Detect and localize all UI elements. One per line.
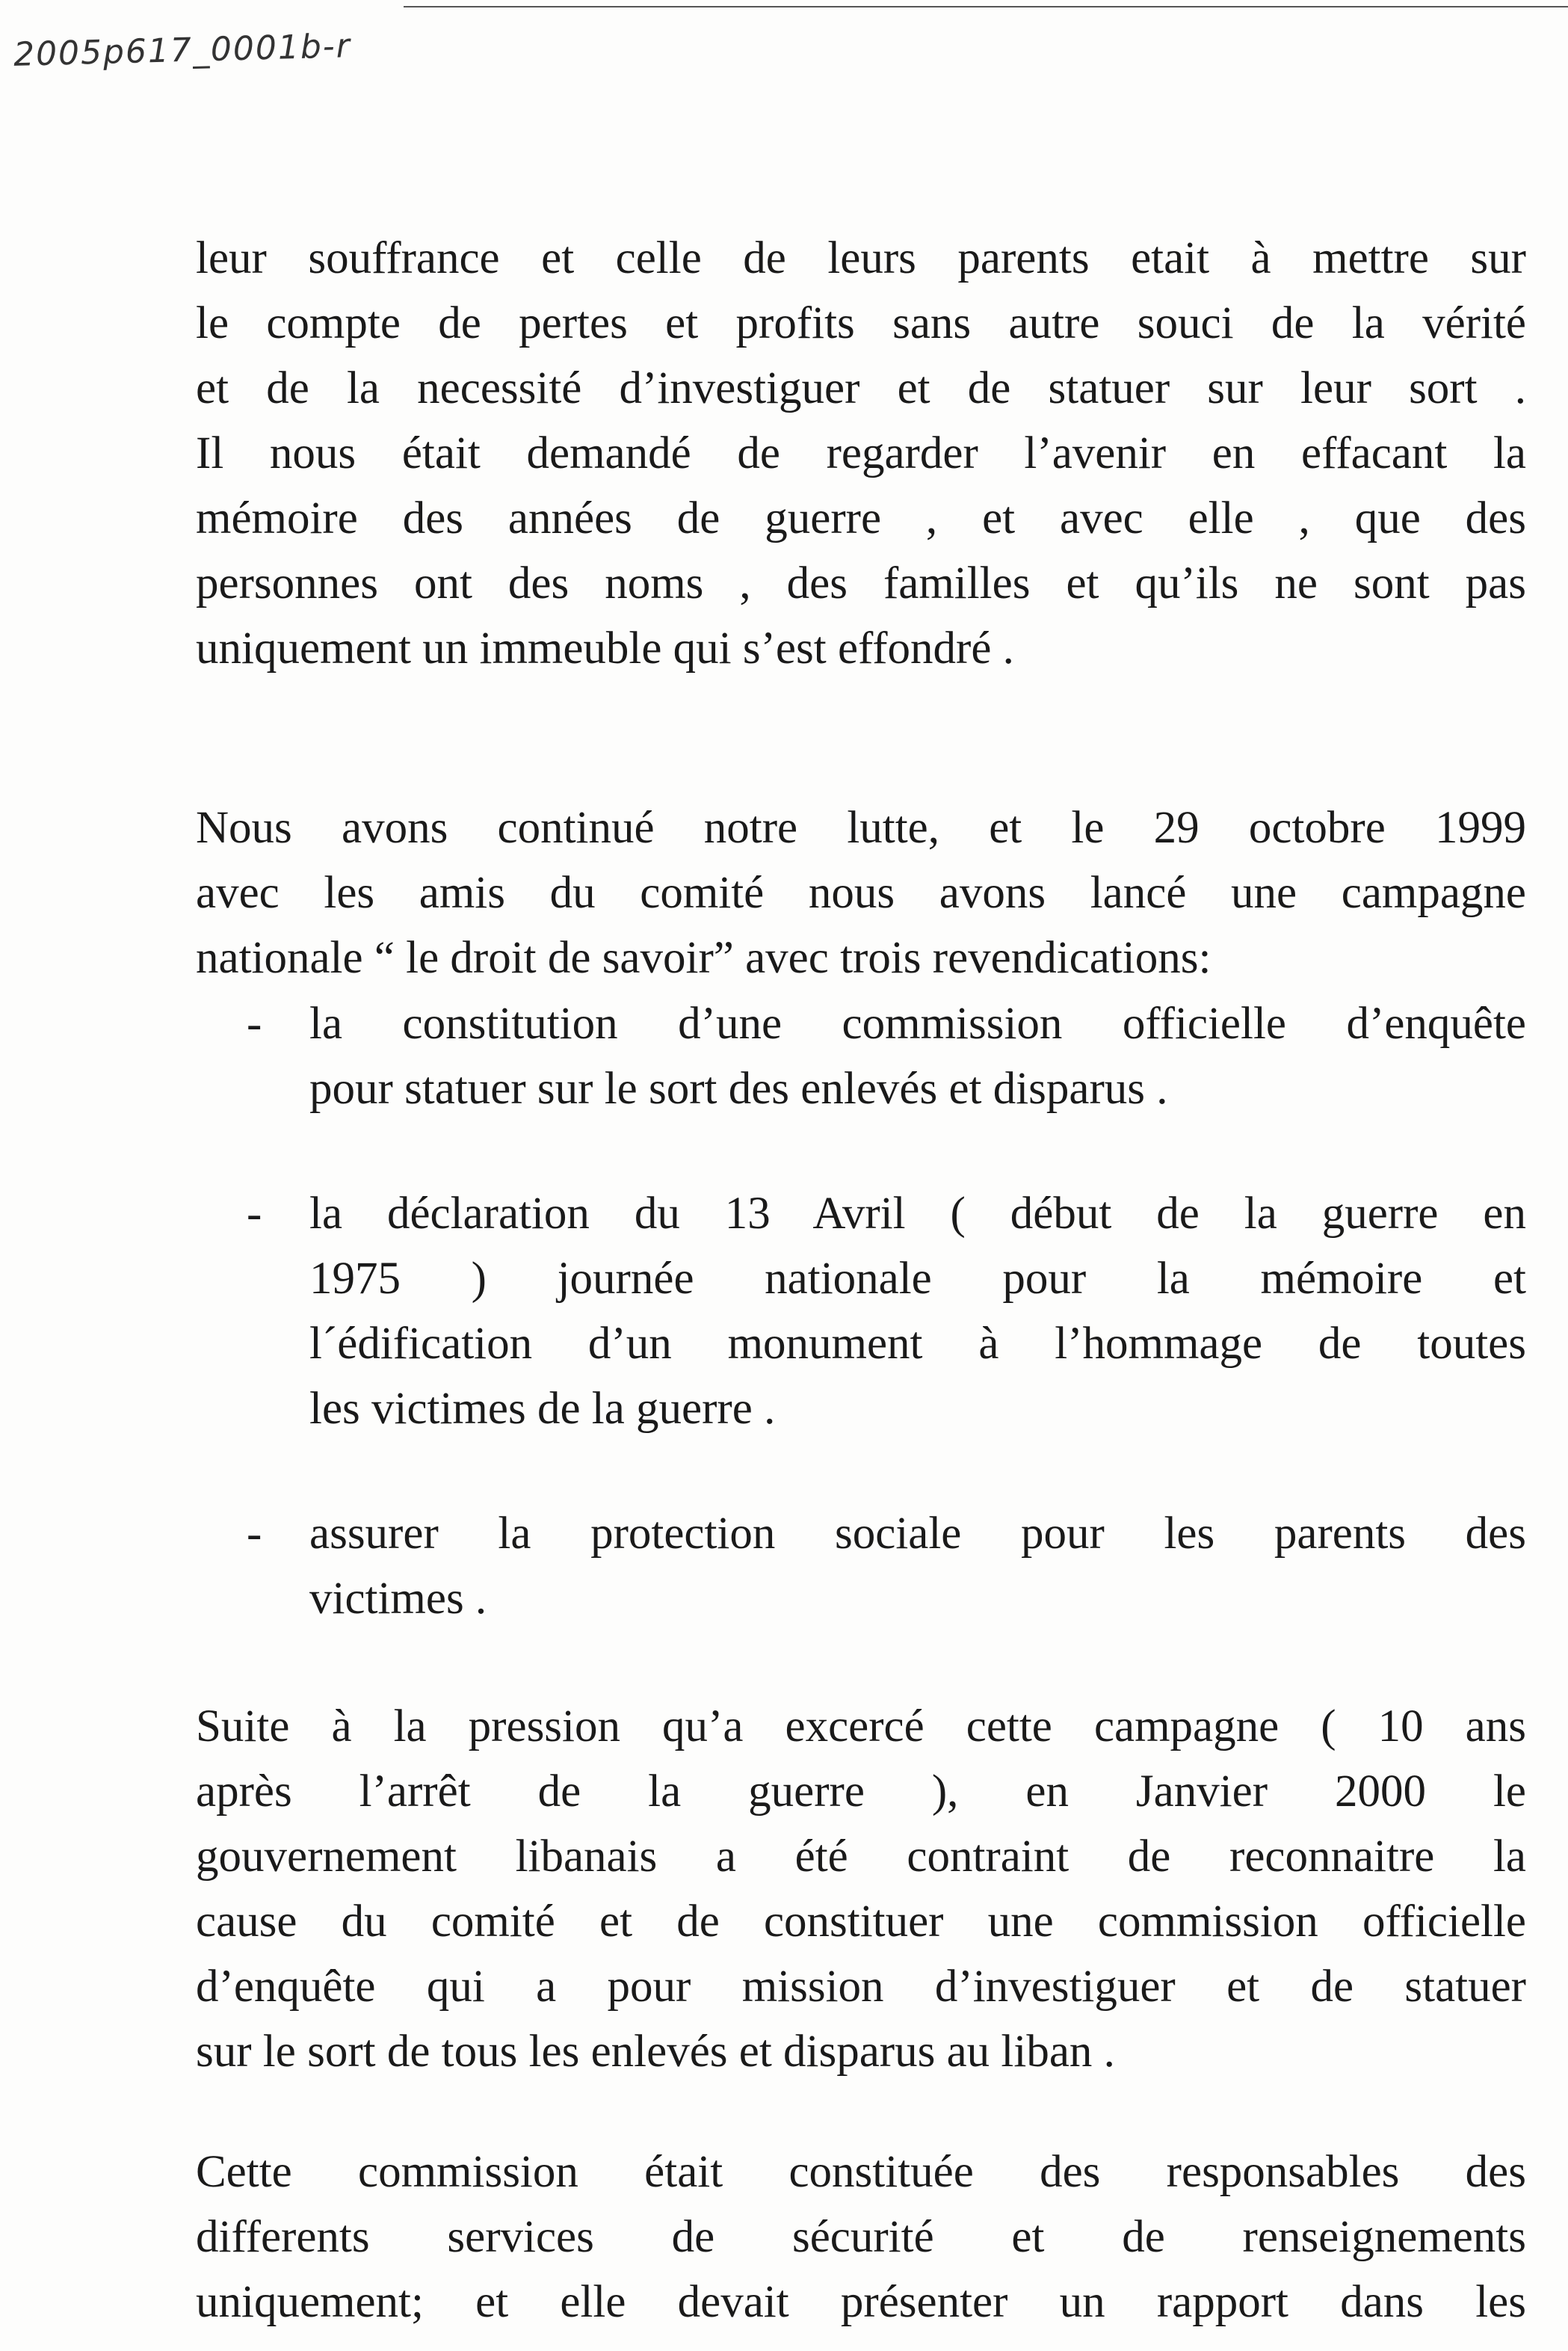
- list-item-text: [309, 1181, 1526, 1441]
- text-line: la déclaration du 13 Avril ( début de la guerre en: [309, 1189, 1526, 1239]
- list-item-text: [309, 991, 1526, 1121]
- text-line: personnes ont des noms , des familles et qu’ils ne sont pas: [196, 558, 1526, 608]
- text-line: assurer la protection sociale pour les parents des: [309, 1509, 1526, 1559]
- text-line: sur le sort de tous les enlevés et disparus au liban .: [196, 2027, 1115, 2077]
- top-rule: [404, 6, 1568, 7]
- text-line: le compte de pertes et profits sans autre souci de la vérité: [196, 298, 1526, 348]
- text-line: Cette commission était constituée des responsables des: [196, 2147, 1526, 2197]
- paragraph-2: [196, 795, 1526, 990]
- text-line: les victimes de la guerre .: [309, 1384, 776, 1434]
- paragraph-3: [196, 1694, 1526, 2084]
- paragraph-1: [196, 226, 1526, 681]
- text-line: la constitution d’une commission officielle d’enquête: [309, 999, 1526, 1049]
- text-line: leur souffrance et celle de leurs parents etait à mettre sur: [196, 233, 1526, 283]
- text-line: cause du comité et de constituer une commission officielle: [196, 1896, 1526, 1947]
- text-line: differents services de sécurité et de renseignements: [196, 2212, 1526, 2262]
- text-line: Il nous était demandé de regarder l’avenir en effacant la: [196, 428, 1526, 478]
- text-line: uniquement un immeuble qui s’est effondré .: [196, 623, 1014, 674]
- paragraph-4: [196, 2139, 1526, 2335]
- list-dash: -: [247, 999, 262, 1049]
- text-line: d’enquête qui a pour mission d’investiguer et de statuer: [196, 1962, 1526, 2012]
- text-line: après l’arrêt de la guerre ), en Janvier 2000 le: [196, 1766, 1526, 1817]
- text-line: Nous avons continué notre lutte, et le 29 octobre 1999: [196, 803, 1526, 853]
- list-item-text: [309, 1501, 1526, 1631]
- list-dash: -: [247, 1509, 262, 1559]
- text-line: gouvernement libanais a été contraint de reconnaitre la: [196, 1831, 1526, 1882]
- text-line: Suite à la pression qu’a excercé cette campagne ( 10 ans: [196, 1701, 1526, 1751]
- handwritten-reference: 2005p617_0001b-r: [13, 27, 352, 74]
- text-line: et de la necessité d’investiguer et de statuer sur leur sort .: [196, 363, 1526, 413]
- text-line: 1975 ) journée nationale pour la mémoire et: [309, 1254, 1526, 1304]
- list-dash: -: [247, 1189, 262, 1239]
- text-line: l´édification d’un monument à l’hommage de toutes: [309, 1319, 1526, 1369]
- text-line: uniquement; et elle devait présenter un rapport dans les: [196, 2277, 1526, 2327]
- text-line: mémoire des années de guerre , et avec elle , que des: [196, 493, 1526, 543]
- text-line: nationale “ le droit de savoir” avec trois revendications:: [196, 933, 1212, 983]
- text-line: pour statuer sur le sort des enlevés et disparus .: [309, 1064, 1168, 1114]
- text-line: avec les amis du comité nous avons lancé une campagne: [196, 868, 1526, 918]
- text-line: victimes .: [309, 1574, 487, 1624]
